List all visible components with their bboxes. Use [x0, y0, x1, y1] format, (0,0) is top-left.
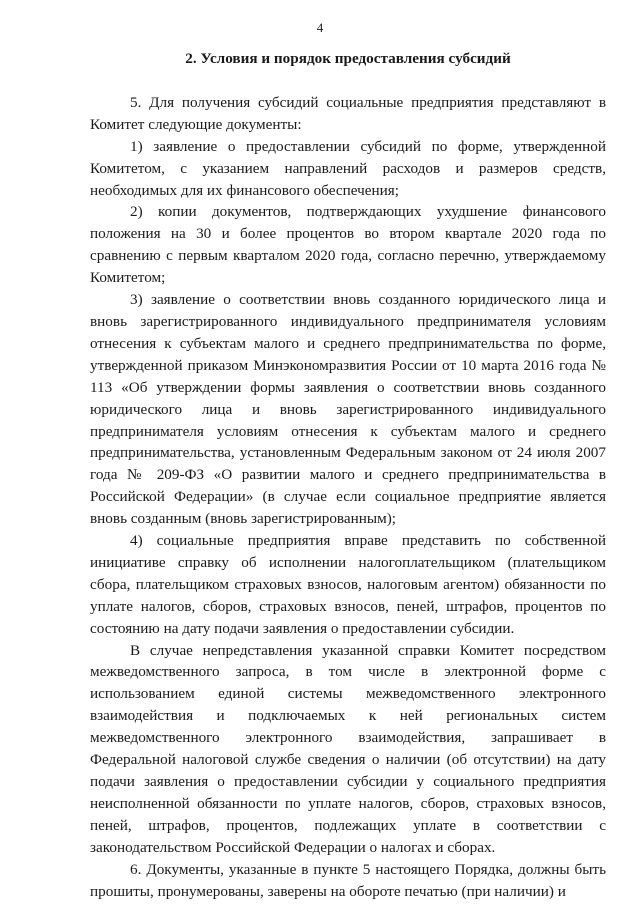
page-number: 4: [316, 20, 324, 35]
paragraph-6: 6. Документы, указанные в пункте 5 настоящего Порядка, должны быть прошиты, пронумерованы, заверены на обороте печатью (при наличии) и: [90, 860, 606, 900]
section-heading: 2. Условия и порядок предоставления субсидий: [185, 50, 511, 67]
paragraph-interagency-request: В случае непредставления указанной справки Комитет посредством межведомственного запроса, в том числе в электронной форме с использованием единой системы межведомственного электронного взаимодействия и подключаемых к ней региональных систем межведомственного электронного взаимодействия, запрашивает в Федеральной налоговой службе сведения о наличии (об отсутствии) на дату подачи заявления о предоставлении субсидии у социального предприятия неисполненной обязанности по уплате налогов, сборов, страховых взносов, пеней, штрафов, процентов, подлежащих уплате в соответствии с законодательством Российской Федерации о налогах и сборах.: [90, 641, 606, 856]
paragraph-item-1: 1) заявление о предоставлении субсидий по форме, утвержденной Комитетом, с указанием направлений расходов и размеров средств, необходимых для их финансового обеспечения;: [90, 137, 606, 199]
document-body: [90, 48, 606, 902]
paragraph-item-2: 2) копии документов, подтверждающих ухудшение финансового положения на 30 и более процентов во втором квартале 2020 года по сравнению с первым кварталом 2020 года, согласно перечню, утверждаемому Комитетом;: [90, 203, 606, 287]
paragraph-item-4: 4) социальные предприятия вправе представить по собственной инициативе справку об исполнении налогоплательщиком (плательщиком сбора, плательщиком страховых взносов, налоговым агентом) обязанности по уплате налогов, сборов, страховых взносов, пеней, штрафов, процентов по состоянию на дату подачи заявления о предоставлении субсидии.: [90, 532, 606, 637]
paragraph-5-intro: 5. Для получения субсидий социальные предприятия представляют в Комитет следующие документы:: [90, 93, 606, 133]
paragraph-item-3: 3) заявление о соответствии вновь созданного юридического лица и вновь зарегистрированного индивидуального предпринимателя условиям отнесения к субъектам малого и среднего предпринимательства по форме, утвержденной приказом Минэкономразвития России от 10 марта 2016 года № 113 «Об утверждении формы заявления о соответствии вновь созданного юридического лица и вновь зарегистрированного индивидуального предпринимателя условиям отнесения к субъектам малого и среднего предпринимательства, установленным Федеральным законом от 24 июля 2007 года № 209-ФЗ «О развитии малого и среднего предпринимательства в Российской Федерации» (в случае если социальное предприятие является вновь созданным (вновь зарегистрированным);: [90, 291, 606, 528]
